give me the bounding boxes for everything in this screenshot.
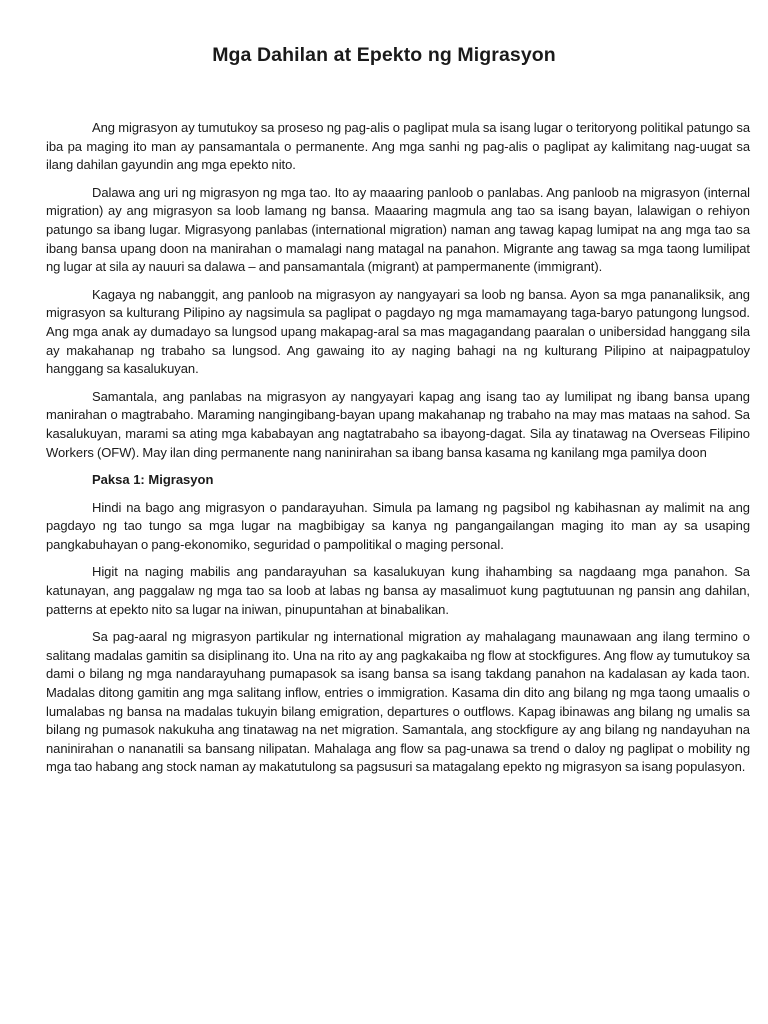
paragraph-internal: Kagaya ng nabanggit, ang panloob na migrasyon ay nangyayari sa loob ng bansa. Ayon sa mga pananaliksik, ang migrasyon sa kulturang Pilipino ay nagsimula sa paglipat o pagdayo ng mga mamamayang taga-baryo patungong lungsod. Ang mga anak ay dumadayo sa lungsod upang makapag-aral sa mas magagandang paaralan o unibersidad hanggang sila ay makahanap ng trabaho sa lungsod. Ang gawaing ito ay naging bahagi na ng kulturang Pilipino at naipagpatuloy hanggang sa kasalukuyan. bbox=[46, 286, 750, 377]
page-title: Mga Dahilan at Epekto ng Migrasyon bbox=[212, 44, 556, 66]
document-body bbox=[46, 119, 750, 786]
paragraph-external: Samantala, ang panlabas na migrasyon ay nangyayari kapag ang isang tao ay lumilipat ng ibang bansa upang manirahan o magtrabaho. Maraming nangingibang-bayan upang makahanap ng trabaho na may mas mataas na sahod. Sa kasalukuyan, marami sa ating mga kababayan ang nagtatrabaho sa ibayong-dagat. Sila ay tinatawag na Overseas Filipino Workers (OFW). May ilan ding permanente nang naninirahan sa ibang bansa kasama ng kanilang mga pamilya doon bbox=[46, 388, 750, 460]
section-heading: Paksa 1: Migrasyon bbox=[92, 472, 214, 488]
paragraph-present: Higit na naging mabilis ang pandarayuhan sa kasalukuyan kung ihahambing sa nagdaang mga panahon. Sa katunayan, ang paggalaw ng mga tao sa loob at labas ng bansa ay masalimuot kung pagtutuunan ng pansin ang dahilan, patterns at epekto nito sa lugar na iniwan, pinupuntahan at binabalikan. bbox=[46, 564, 750, 617]
paragraph-terms: Sa pag-aaral ng migrasyon partikular ng international migration ay mahalagang maunawaan ang ilang termino o salitang madalas gamitin sa disiplinang ito. Una na rito ay ang pagkakaiba ng flow at stockfigures. Ang flow ay tumutukoy sa dami o bilang ng mga nandarayuhang pumapasok sa isang bansa sa isang takdang panahon na kadalasan ay kada taon. Madalas ditong gamitin ang mga salitang inflow, entries o immigration. Kasama din dito ang bilang ng mga taong umaalis o lumalabas ng bansa na madalas tukuyin bilang emigration, departures o outflows. Kapag ibinawas ang bilang ng umalis sa bilang ng pumasok nakukuha ang tinatawag na net migration. Samantala, ang stockfigure ay ang bilang ng nandayuhan na naninirahan o nananatili sa bansang nilipatan. Mahalaga ang flow sa pag-unawa sa trend o daloy ng paglipat o mobility ng mga tao habang ang stock naman ay makatutulong sa pagsusuri sa matagalang epekto ng migrasyon sa isang populasyon. bbox=[46, 629, 750, 775]
paragraph-intro: Ang migrasyon ay tumutukoy sa proseso ng pag-alis o paglipat mula sa isang lugar o teritoryong politikal patungo sa iba pa maging ito man ay pansamantala o permanente. Ang mga sanhi ng pag-alis o paglipat ay kalimitang nag-uugat sa ilang dahilan gayundin ang mga epekto nito. bbox=[46, 120, 750, 173]
paragraph-history: Hindi na bago ang migrasyon o pandarayuhan. Simula pa lamang ng pagsibol ng kabihasnan ay malimit na ang pagdayo ng tao tungo sa mga lugar na magbibigay sa kanya ng pangangailangan maging ito man ay sa usaping pangkabuhayan o pang-ekonomiko, seguridad o pampolitikal o maging personal. bbox=[46, 499, 750, 552]
paragraph-types: Dalawa ang uri ng migrasyon ng mga tao. Ito ay maaaring panloob o panlabas. Ang panloob na migrasyon (internal migration) ay ang migrasyon sa loob lamang ng bansa. Maaaring magmula ang tao sa isang bayan, lalawigan o rehiyon patungo sa ibang lugar. Migrasyong panlabas (international migration) naman ang tawag kapag lumipat na ang mga tao sa ibang bansa upang doon na manirahan o mamalagi nang matagal na panahon. Migrante ang tawag sa mga taong lumilipat ng lugar at sila ay nauuri sa dalawa – and pansamantala (migrant) at pampermanente (immigrant). bbox=[46, 184, 750, 275]
